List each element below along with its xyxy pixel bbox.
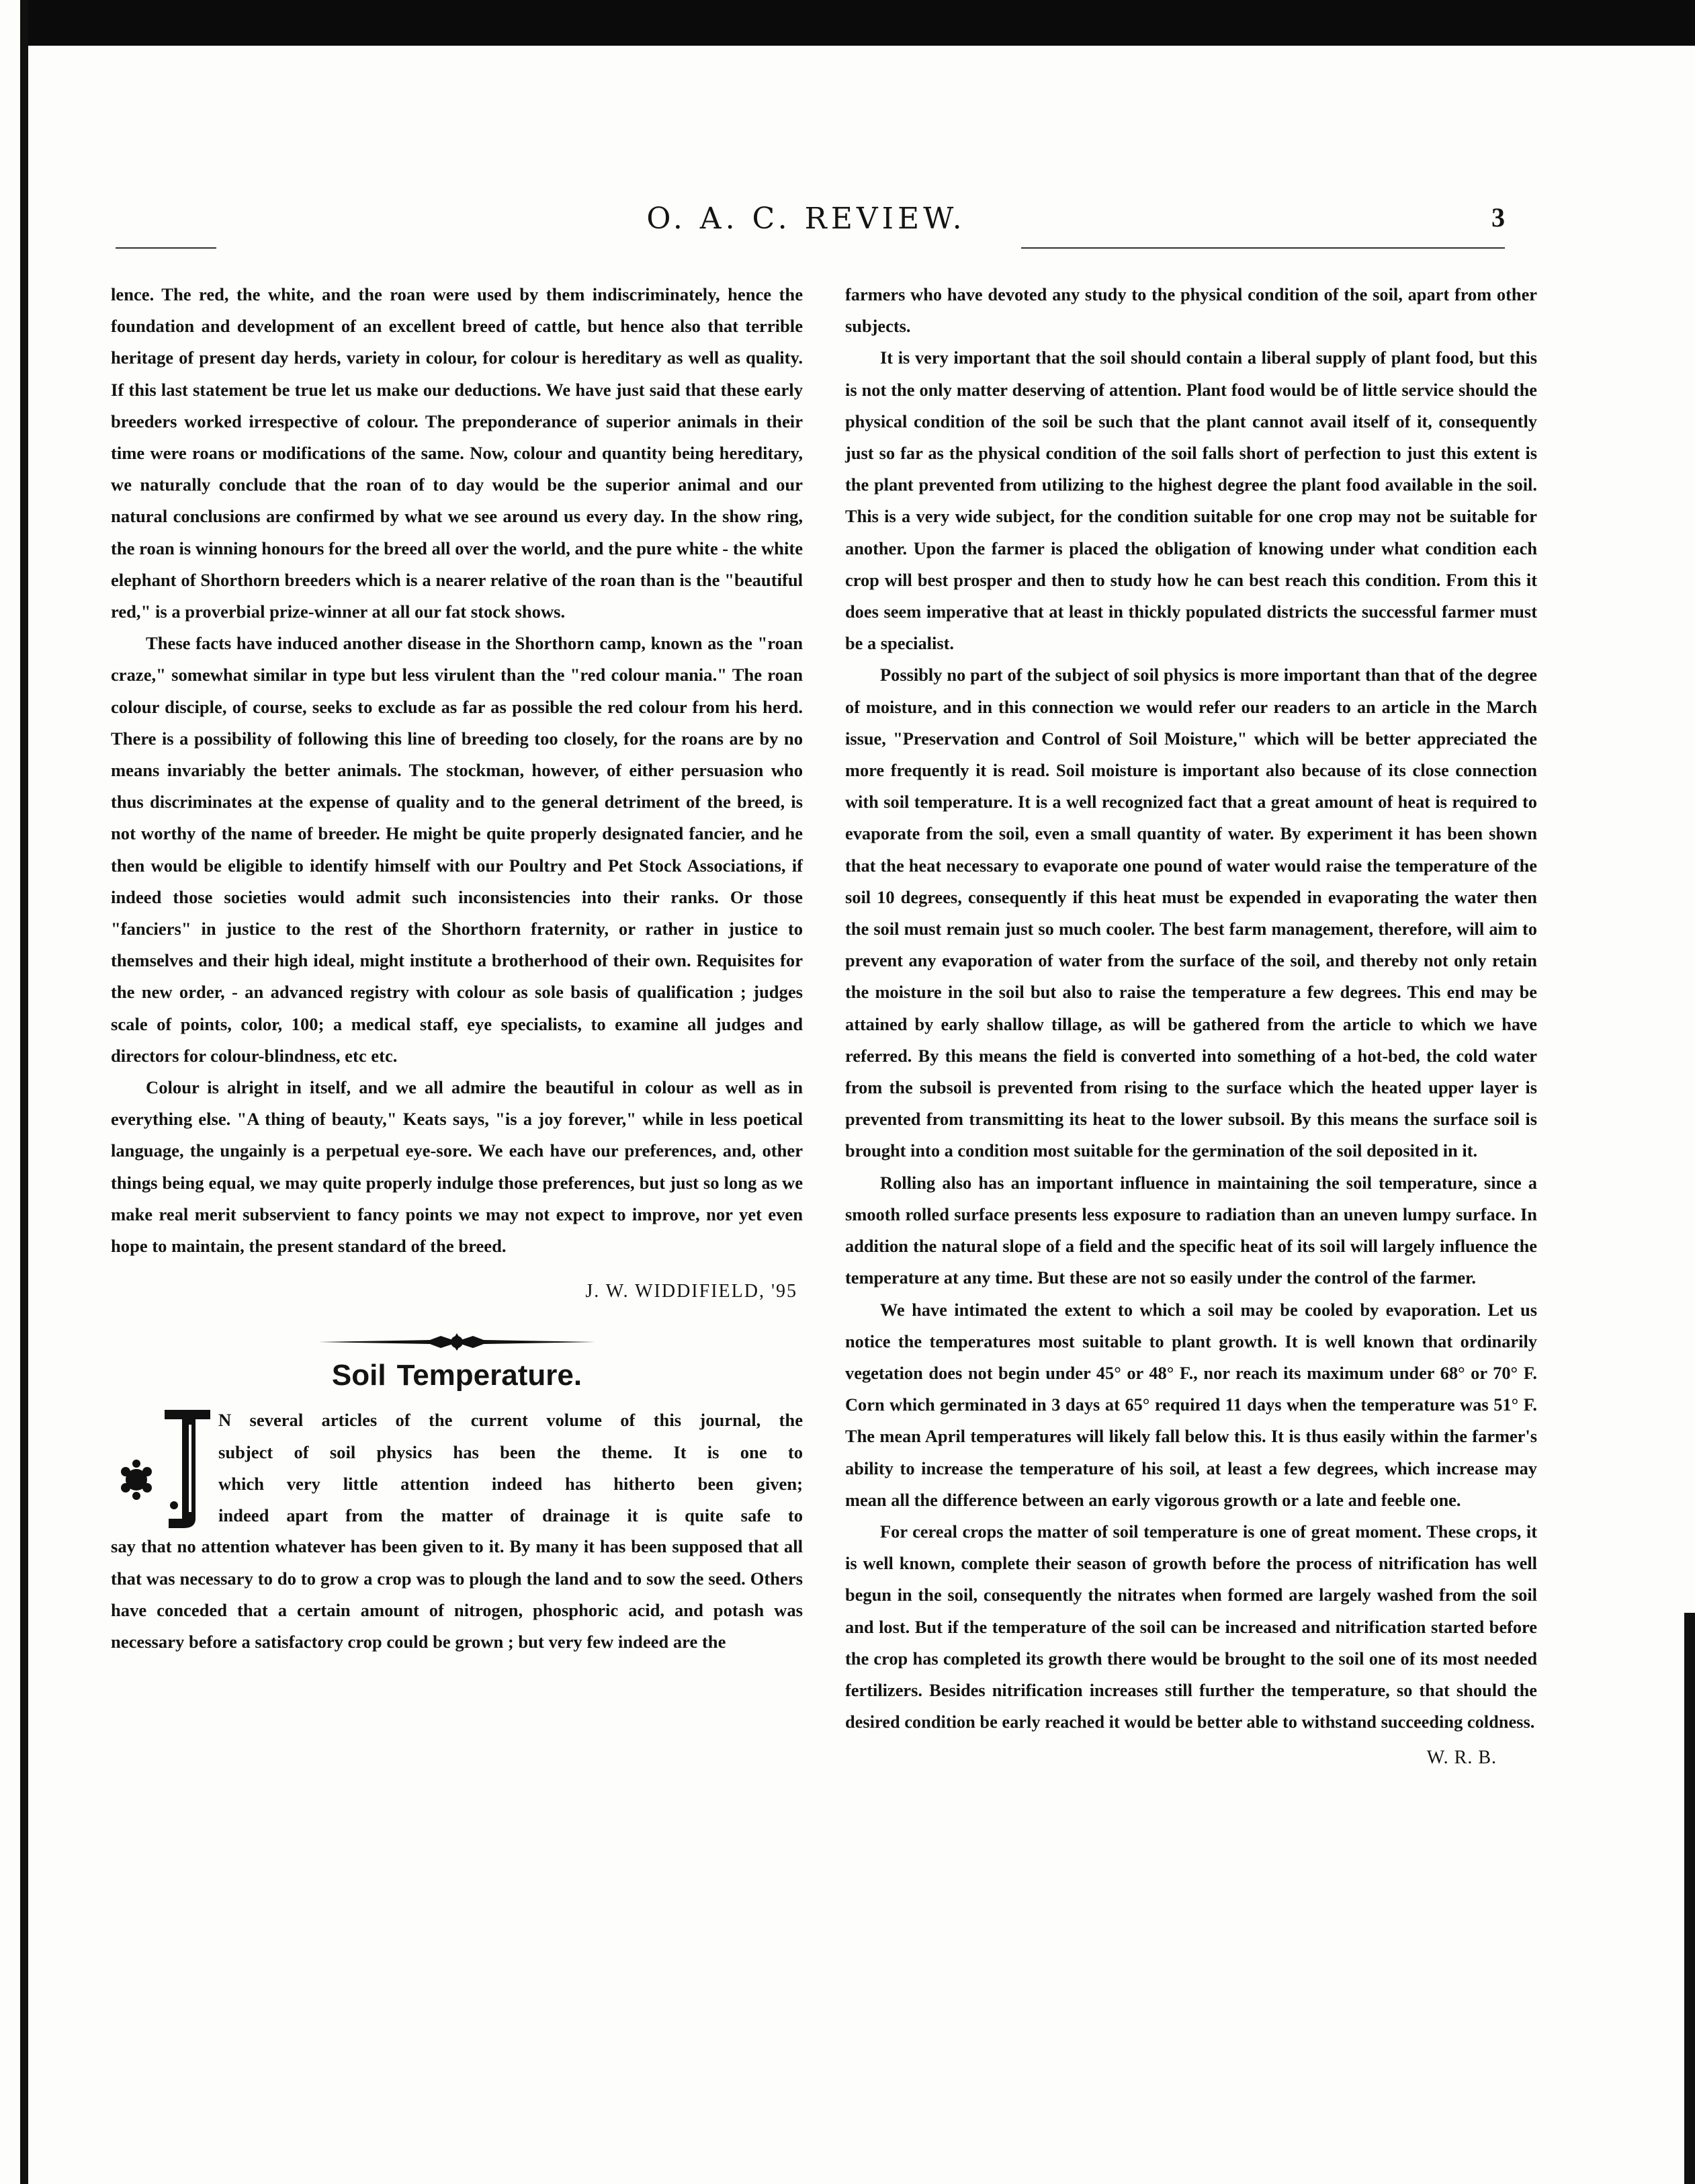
dropcap-lines [218,1404,803,1531]
dropcap-line: which very little attention indeed has hitherto been given; [218,1473,803,1494]
article-paragraph: lence. The red, the white, and the roan were used by them indiscriminately, hence the foundation and development of an excellent breed of cattle, but hence also that terrible heritage of present day herds, variety in colour, for colour is hereditary as well as quality. If this last statement be true let us make our deductions. We have just said that these early breeders worked irrespective of colour. The preponderance of superior animals in their time were roans or modifications of the same. Now, colour and quantity being hereditary, we naturally conclude that the roan of to day would be the superior animal and our natural conclusions are confirmed by what we see around us every day. In the show ring, the roan is winning honours for the breed all over the world, and the pure white - the white elephant of Shorthorn breeders which is a nearer relative of the roan than is the "beautiful red," is a proverbial prize-winner at all our fat stock shows. [111,284,803,622]
article-paragraph: For cereal crops the matter of soil temperature is one of great moment. These crops, it is well known, complete their season of growth before the process of nitrification has well begun in the soil, consequently the nitrates when formed are largely washed from the soil and lost. But if the temperature of the soil can be increased and nitrification started before the crop has completed its growth there would be brought to the soil one of its most needed fertilizers. Besides nitrification increases still further the temperature, so that should the desired condition be early reached it would be better able to withstand succeeding coldness. [845,1521,1537,1732]
article-paragraph: These facts have induced another disease in the Shorthorn camp, known as the "roan craze," somewhat similar in type but less virulent than the "red colour mania." The roan colour disciple, of course, seeks to exclude as far as possible the red colour from his herd. There is a possibility of following this line of breeding too closely, for the roans are by no means invariably the better animals. The stockman, however, of either persuasion who thus discriminates at the expense of quality and to the general detriment of the breed, is not worthy of the name of breeder. He might be quite properly designated fancier, and he then would be eligible to identify himself with our Poultry and Pet Stock Associations, if indeed those societies would admit such inconsistencies into their ranks. Or those "fanciers" in justice to the rest of the Shorthorn fraternity, or rather in justice to themselves and their high ideal, might institute a brotherhood of their own. Requisites for the new order, - an advanced registry with colour as sole basis of qualification ; judges scale of points, color, 100; a medical staff, eye specialists, to examine all judges and directors for colour-blindness, etc etc. [111,633,803,1066]
article-paragraph: Rolling also has an important influence in maintaining the soil temperature, since a smooth rolled surface presents less exposure to radiation than an uneven lumpy surface. In addition the natural slope of a field and the specific heat of its soil will largely influence the temperature at any time. But these are not so easily under the control of the farmer. [845,1172,1537,1288]
article-paragraph: We have intimated the extent to which a soil may be cooled by evaporation. Let us notice the temperatures most suitable to plant growth. It is well known that ordinarily vegetation does not begin under 45° or 48° F., nor reach its maximum under 68° or 70° F. Corn which germinated in 3 days at 65° required 11 days when the temperature was 51° F. The mean April temperatures will likely fall below this. It is thus easily within the farmer's ability to increase the temperature of his soil, at least a few degrees, which increase may mean all the difference between an early vigorous growth or a late and feeble one. [845,1299,1537,1510]
scan-border-right [1684,1613,1695,2184]
journal-title: O. A. C. REVIEW. [646,202,966,236]
dropcap-ornament-icon [116,1404,217,1532]
page-header [107,202,1505,249]
left-column [111,279,803,1658]
author-signature: J. W. WIDDIFIELD, '95 [585,1281,797,1302]
article-paragraph: farmers who have devoted any study to the physical condition of the soil, apart from other subjects. [845,284,1537,337]
dropcap-line: N several articles of the current volume of this journal, the [218,1410,803,1431]
page-number: 3 [1491,202,1505,233]
right-column [845,279,1537,1769]
article-title [111,1359,803,1392]
header-rule-right [1021,247,1505,249]
scan-border-top [20,0,1695,46]
header-rule-left [116,247,216,249]
dropcap-line: indeed apart from the matter of drainage it is quite safe to [218,1505,803,1525]
article-title-word: Soil [331,1359,386,1392]
article-paragraph: say that no attention whatever has been given to it. By many it has been supposed that all that was necessary to do to grow a crop was to plough the land and to sow the seed. Others have conceded that a certain amount of nitrogen, phosphoric acid, and potash was necessary before a satisfactory crop could be grown ; but very few indeed are the [111,1536,803,1652]
article-title-word: Temperature. [396,1359,582,1392]
article-paragraph: Colour is alright in itself, and we all admire the beautiful in colour as well as in everything else. "A thing of beauty," Keats says, "is a joy forever," while in less poetical language, the ungainly is a perpetual eye-sore. We each have our preferences, and, other things being equal, we may quite properly indulge those preferences, but just so long as we make real merit subservient to fancy points we may not expect to improve, nor yet even hope to maintain, the present standard of the breed. [111,1077,803,1257]
article-paragraph: It is very important that the soil should contain a liberal supply of plant food, but this is not the only matter deserving of attention. Plant food would be of little service should the physical condition of the soil be such that the plant cannot avail itself of it, consequently just so far as the physical condition of the soil falls short of perfection to just this extent is the plant prevented from utilizing to the highest degree the plant food available in the soil. This is a very wide subject, for the condition suitable for one crop may not be suitable for another. Upon the farmer is placed the obligation of knowing under what condition each crop will best prosper and then to study how he can best reach this condition. From this it does seem imperative that at least in thickly populated districts the successful farmer must be a specialist. [845,347,1537,654]
section-divider-ornament [316,1331,598,1353]
article-paragraph: Possibly no part of the subject of soil physics is more important than that of the degree of moisture, and in this connection we would refer our readers to an article in the March issue, "Preservation and Control of Soil Moisture," which will be better appreciated the more frequently it is read. Soil moisture is important also because of its close connection with soil temperature. It is a well recognized fact that a great amount of heat is required to evaporate from the soil, even a small quantity of water. By experiment it has been shown that the heat necessary to evaporate one pound of water would raise the temperature of the soil 10 degrees, consequently if this heat must be expended in evaporating the water then the soil must remain just so much cooler. The best farm management, therefore, will aim to prevent any evaporation of water from the surface of the soil, and thereby not only retain the moisture in the soil but also to raise the temperature a few degrees. This end may be attained by early shallow tillage, as will be gathered from the article to which we have referred. By this means the field is converted into something of a hot-bed, the cold water from the subsoil is prevented from rising to the surface which the heated upper layer is prevented from transmitting its heat to the lower subsoil. By this means the surface soil is brought into a condition most suitable for the germination of the soil deposited in it. [845,665,1537,1161]
dropcap-line: subject of soil physics has been the theme. It is one to [218,1441,803,1462]
author-signature: W. R. B. [1426,1747,1497,1769]
dropcap-block [111,1404,803,1531]
scan-border-left [20,0,28,2184]
